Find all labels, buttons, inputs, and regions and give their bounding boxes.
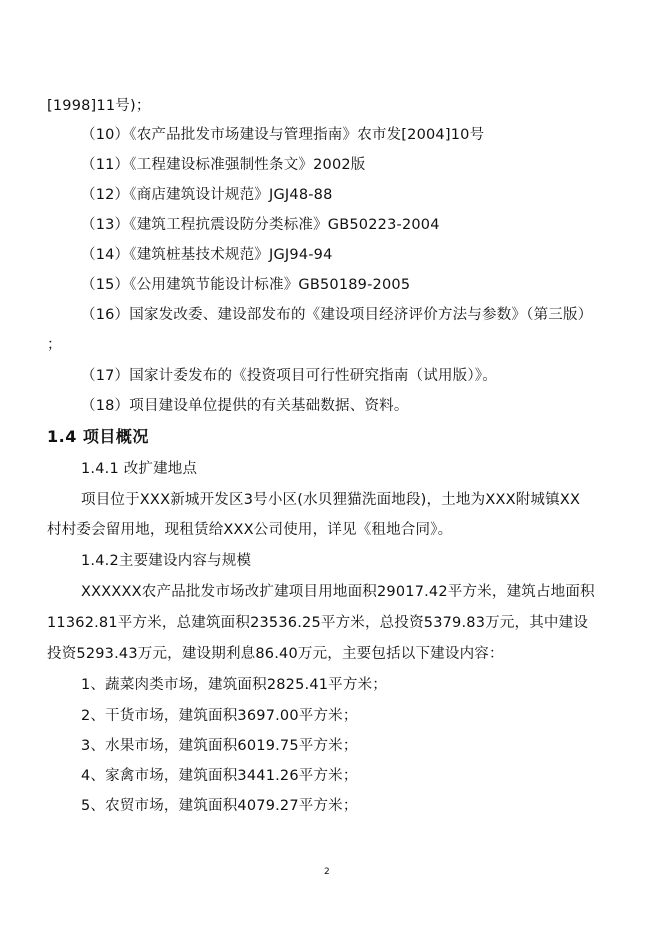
- scope-item-3: 3、水果市场，建筑面积6019.75平方米；: [81, 738, 358, 754]
- reference-item-18: （18）项目建设单位提供的有关基础数据、资料。: [81, 398, 409, 414]
- reference-continuation: [1998]11号)；: [47, 98, 151, 114]
- reference-item-11: （11）《工程建设标准强制性条文》2002版: [81, 157, 366, 173]
- reference-item-12: （12）《商店建筑设计规范》JGJ48-88: [81, 187, 333, 203]
- reference-item-14: （14）《建筑桩基技术规范》JGJ94-94: [81, 247, 333, 263]
- scope-item-4: 4、家禽市场，建筑面积3441.26平方米；: [81, 768, 358, 784]
- scope-paragraph-line-1: XXXXXX农产品批发市场改扩建项目用地面积29017.42平方米，建筑占地面积: [81, 584, 595, 600]
- subsection-title-scope: 1.4.2主要建设内容与规模: [81, 553, 252, 569]
- reference-item-17: （17）国家计委发布的《投资项目可行性研究指南（试用版）》。: [81, 368, 497, 384]
- scope-item-5: 5、农贸市场，建筑面积4079.27平方米；: [81, 798, 358, 814]
- reference-item-15: （15）《公用建筑节能设计标准》GB50189-2005: [81, 277, 411, 293]
- reference-item-13: （13）《建筑工程抗震设防分类标准》GB50223-2004: [81, 217, 440, 233]
- scope-item-1: 1、蔬菜肉类市场，建筑面积2825.41平方米；: [81, 677, 387, 693]
- section-heading: 1.4 项目概况: [47, 427, 149, 446]
- scope-item-2: 2、干货市场，建筑面积3697.00平方米；: [81, 708, 358, 724]
- location-paragraph-line-1: 项目位于XXX新城开发区3号小区(水贝狸猫洗面地段)，土地为XXX附城镇XX: [81, 492, 581, 508]
- reference-item-10: （10）《农产品批发市场建设与管理指南》农市发[2004]10号: [81, 127, 485, 143]
- reference-item-16: （16）国家发改委、建设部发布的《建设项目经济评价方法与参数》（第三版）: [81, 307, 593, 323]
- page-number: 2: [324, 867, 330, 877]
- scope-paragraph-line-3: 投资5293.43万元，建设期利息86.40万元，主要包括以下建设内容：: [47, 646, 504, 662]
- subsection-title-location: 1.4.1 改扩建地点: [81, 461, 198, 477]
- location-paragraph-line-2: 村村委会留用地，现租赁给XXX公司使用，详见《租地合同》。: [47, 522, 453, 538]
- reference-item-16-end: ；: [47, 337, 62, 353]
- scope-paragraph-line-2: 11362.81平方米，总建筑面积23536.25平方米，总投资5379.83万元，其中建设: [47, 615, 589, 631]
